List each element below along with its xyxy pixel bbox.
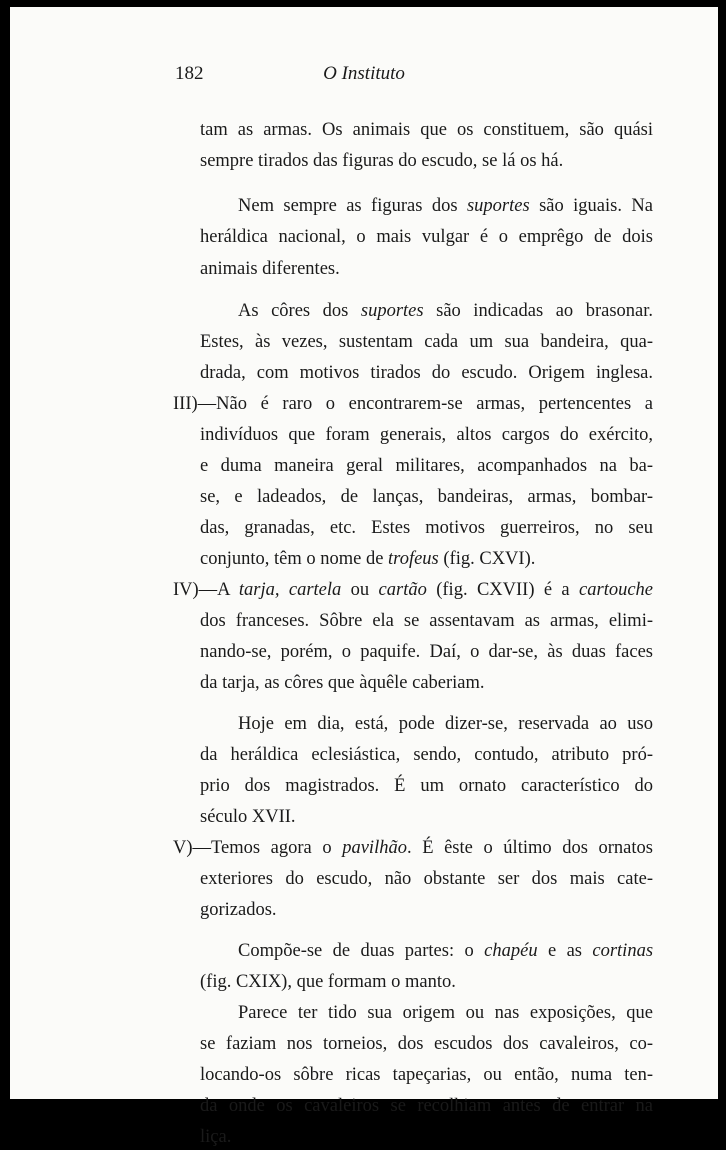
text-line: Nem sempre as figuras dos suportes são iguais. Na <box>238 196 653 216</box>
text-line: heráldica nacional, o mais vulgar é o emprêgo de dois <box>200 227 653 247</box>
text-line: III)—Não é raro o encontrarem-se armas, pertencentes a <box>173 394 653 414</box>
text-line: da tarja, as côres que àquêle caberiam. <box>200 673 485 693</box>
text-line: Hoje em dia, está, pode dizer-se, reservada ao uso <box>238 714 653 734</box>
text-line: Parece ter tido sua origem ou nas exposições, que <box>238 1003 653 1023</box>
text-line: V)—Temos agora o pavilhão. É êste o último dos ornatos <box>173 838 653 858</box>
text-line: e duma maneira geral militares, acompanhados na ba- <box>200 456 653 476</box>
text-line: IV)—A tarja, cartela ou cartão (fig. CXVII) é a cartouche <box>173 580 654 600</box>
text-line: século XVII. <box>200 807 296 827</box>
text-line: Compõe-se de duas partes: o chapéu e as cortinas <box>238 941 654 961</box>
text-line: sempre tirados das figuras do escudo, se lá os há. <box>200 151 564 171</box>
text-line: da heráldica eclesiástica, sendo, contudo, atributo pró- <box>200 745 653 765</box>
text-line: (fig. CXIX), que formam o manto. <box>200 972 456 992</box>
page-number: 182 <box>175 63 204 84</box>
text-line: As côres dos suportes são indicadas ao brasonar. <box>238 301 653 321</box>
text-line: gorizados. <box>200 900 277 920</box>
text-line: se faziam nos torneios, dos escudos dos cavaleiros, co- <box>200 1034 653 1054</box>
text-line: dos franceses. Sôbre ela se assentavam as armas, elimi- <box>200 611 653 631</box>
text-line: nando-se, porém, o paquife. Daí, o dar-se, às duas faces <box>200 642 653 662</box>
text-line: tam as armas. Os animais que os constituem, são quási <box>200 120 653 140</box>
text-line: liça. <box>200 1127 232 1147</box>
text-line: exteriores do escudo, não obstante ser dos mais cate- <box>200 869 653 889</box>
text-line: Estes, às vezes, sustentam cada um sua bandeira, qua- <box>200 332 653 352</box>
book-page <box>10 7 718 1147</box>
text-line: drada, com motivos tirados do escudo. Origem inglesa. <box>200 363 653 383</box>
text-line: das, granadas, etc. Estes motivos guerreiros, no seu <box>200 518 653 538</box>
text-line: prio dos magistrados. É um ornato característico do <box>200 776 653 796</box>
page-header <box>10 63 718 93</box>
running-title: O Instituto <box>323 63 405 84</box>
text-line: animais diferentes. <box>200 259 340 279</box>
text-line: se, e ladeados, de lanças, bandeiras, armas, bombar- <box>200 487 653 507</box>
text-line: indivíduos que foram generais, altos cargos do exército, <box>200 425 653 445</box>
text-line: conjunto, têm o nome de trofeus (fig. CXVI). <box>200 549 536 569</box>
text-line: locando-os sôbre ricas tapeçarias, ou então, numa ten- <box>200 1065 653 1085</box>
text-line: da onde os cavaleiros se recolhiam antes de entrar na <box>200 1096 653 1116</box>
